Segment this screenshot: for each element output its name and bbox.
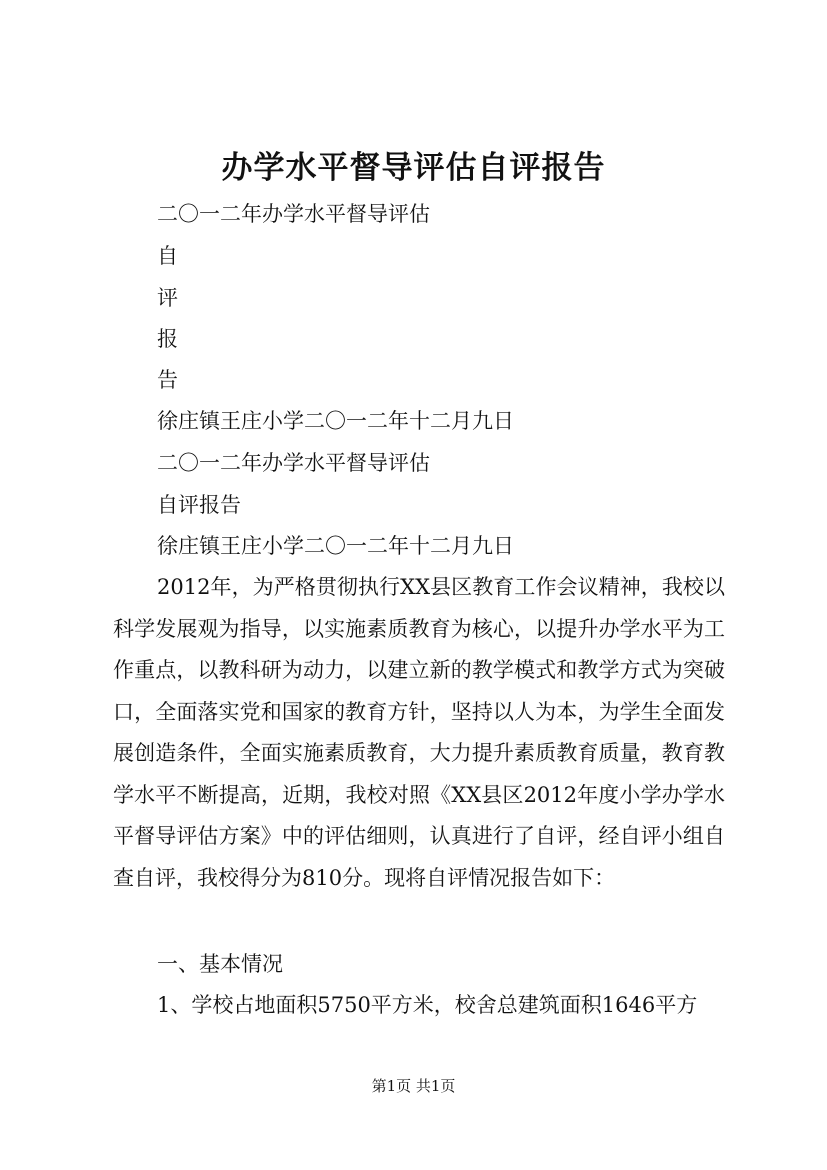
school-date-line: 徐庄镇王庄小学二〇一二年十二月九日 — [157, 534, 514, 558]
body-text — [113, 567, 725, 899]
section-text: 1、学校占地面积5750平方米，校舍总建筑面积1646平方 — [157, 993, 698, 1017]
cover-line: 报 — [157, 327, 178, 351]
document-title: 办学水平督导评估自评报告 — [221, 150, 606, 186]
intro-paragraph: 2012年，为严格贯彻执行XX县区教育工作会议精神，我校以科学发展观为指导，以实施素质教育为核心，以提升办学水平为工作重点，以教科研为动力，以建立新的教学模式和教学方式为突破口，全面落实党和国家的教育方针，坚持以人为本，为学生全面发展创造条件，全面实施素质教育，大力提升素质教育质量，教育教学水平不断提高，近期，我校对照《XX县区2012年度小学办学水平督导评估方案》中的评估细则，认真进行了自评，经自评小组自查自评，我校得分为810分。现将自评情况报告如下： — [113, 575, 725, 890]
cover-line: 二〇一二年办学水平督导评估 — [157, 202, 430, 226]
cover-line: 评 — [157, 286, 178, 310]
section-heading: 一、基本情况 — [157, 952, 283, 976]
cover-line: 自评报告 — [157, 493, 241, 517]
cover-line: 二〇一二年办学水平督导评估 — [157, 451, 430, 475]
cover-line: 告 — [157, 368, 178, 392]
school-date-line: 徐庄镇王庄小学二〇一二年十二月九日 — [157, 409, 514, 433]
page-footer: 第1页 共1页 — [371, 1077, 456, 1095]
cover-line: 自 — [157, 244, 178, 268]
